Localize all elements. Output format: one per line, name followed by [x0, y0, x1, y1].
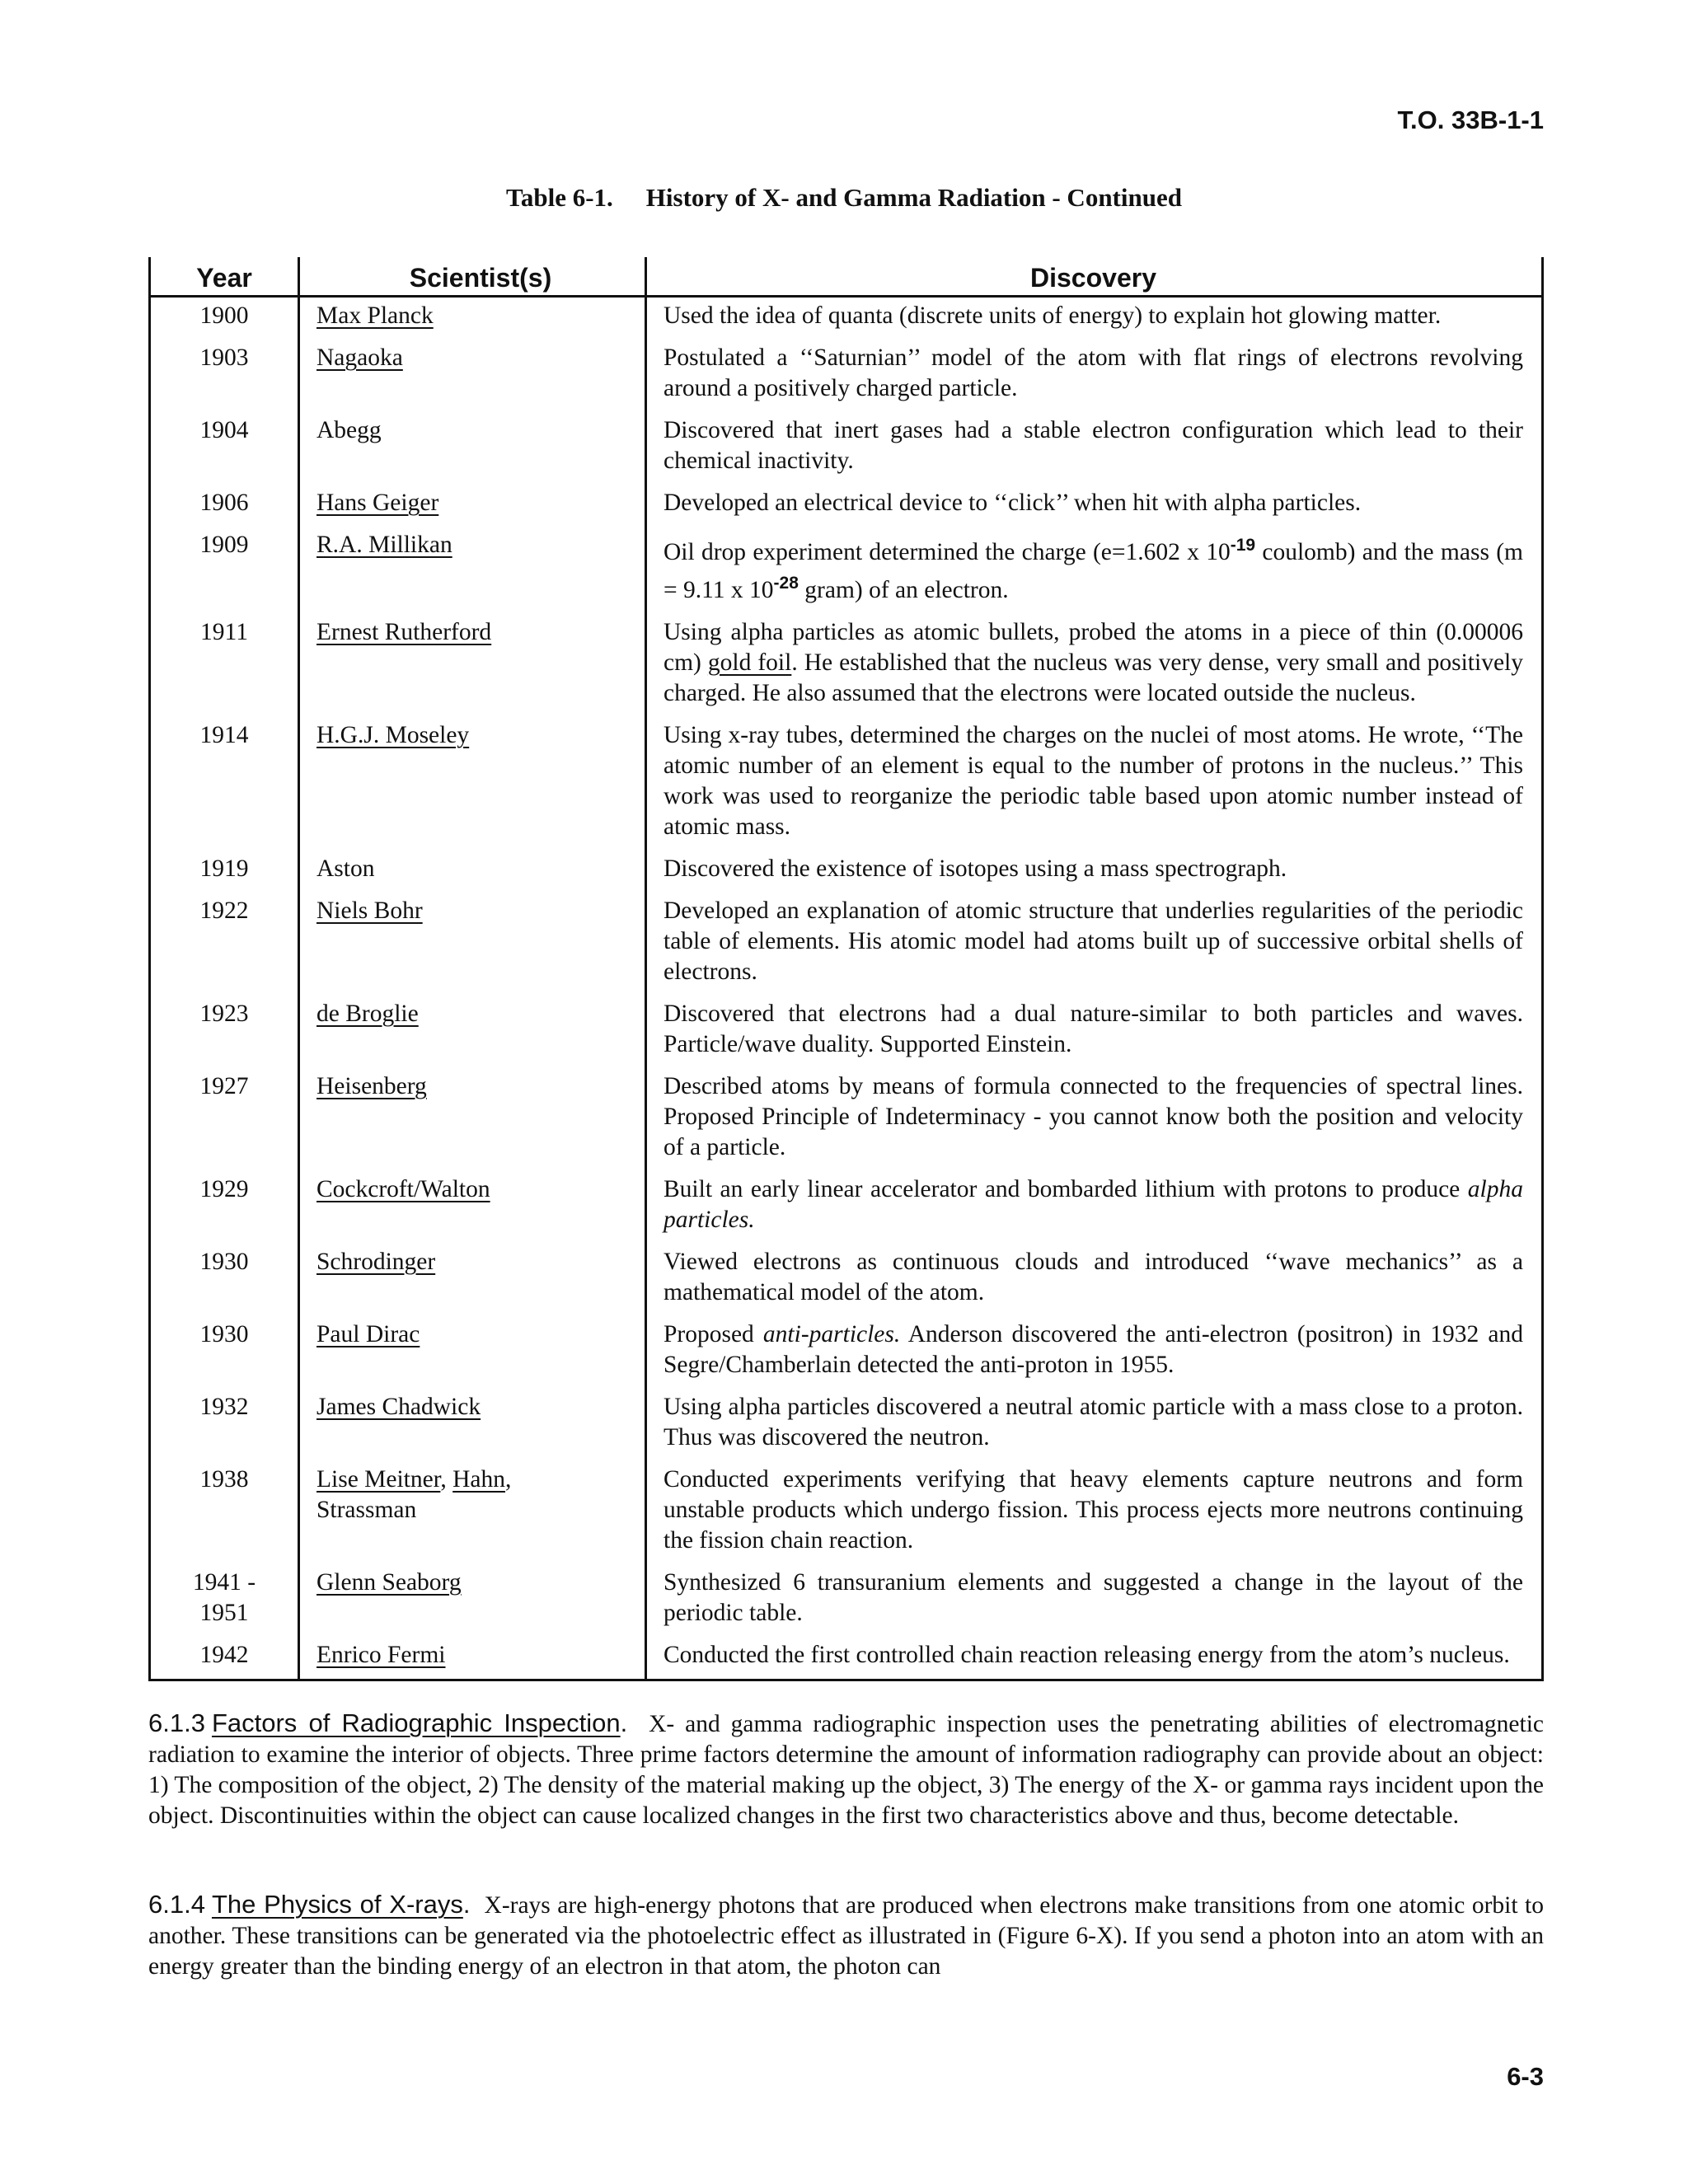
table-row [150, 717, 1543, 851]
scientist-link[interactable]: Niels Bohr [316, 897, 423, 924]
document-number: T.O. 33B-1-1 [1397, 105, 1544, 134]
table-row [150, 1068, 1543, 1171]
table-row [150, 412, 1543, 485]
discovery-cell: Developed an explanation of atomic structure that underlies regularities of the periodic table of elements. His atomic model had atoms built up of successive orbital shells of electrons. [646, 893, 1543, 996]
discovery-cell: Described atoms by means of formula connected to the frequencies of spectral lines. Proposed Principle of Indeterminacy - you cannot know both the position and velocity of a particle. [646, 1068, 1543, 1171]
separator: , [505, 1465, 512, 1493]
column-header-discovery: Discovery [646, 257, 1543, 297]
table-row [150, 527, 1543, 614]
discovery-text: Using alpha particles as atomic bullets, probed the atoms in a piece of thin (0.00006 cm) [663, 618, 1523, 676]
scientist-link[interactable]: Lise Meitner [316, 1465, 441, 1493]
scientist-link[interactable]: Cockcroft/Walton [316, 1175, 490, 1202]
year-cell: 1906 [150, 485, 299, 527]
separator: , [440, 1465, 453, 1493]
year-cell: 1930 [150, 1244, 299, 1316]
discovery-cell [646, 1316, 1543, 1389]
discovery-cell: Conducted the first controlled chain reaction releasing energy from the atom’s nucleus. [646, 1637, 1543, 1680]
exponent: -19 [1230, 536, 1256, 555]
table-row [150, 1316, 1543, 1389]
scientist-link[interactable]: Paul Dirac [316, 1320, 420, 1347]
scientist-cell [299, 1461, 646, 1564]
scientist-cell [299, 614, 646, 717]
section-heading-link[interactable]: The Physics of X-rays [211, 1890, 463, 1919]
table-row [150, 851, 1543, 893]
scientist-cell [299, 1564, 646, 1637]
discovery-text: . He established that the nucleus was very dense, very small and positively charged. He also assumed that the electrons were located outside the nucleus. [663, 649, 1523, 706]
scientist-link[interactable]: Enrico Fermi [316, 1641, 446, 1668]
scientist-link[interactable]: Max Planck [316, 302, 434, 329]
year-cell: 1914 [150, 717, 299, 851]
table-caption [0, 183, 1688, 213]
section-body: X-rays are high-energy photons that are produced when electrons make transitions from one atomic orbit to another. These transitions can be generated via the photoelectric effect as illustrated in (Figure 6-X). If you send a photon into an atom with an energy greater than the binding energy of an electron in that atom, the photon can [148, 1892, 1544, 1980]
year-cell: 1904 [150, 412, 299, 485]
discovery-cell [646, 1171, 1543, 1244]
scientist-name: Abegg [316, 417, 382, 443]
discovery-text: Oil drop experiment determined the charge (e=1.602 x 10 [663, 538, 1231, 565]
table-row [150, 614, 1543, 717]
year-cell: 1929 [150, 1171, 299, 1244]
scientist-link[interactable]: Nagaoka [316, 344, 403, 371]
year-cell: 1923 [150, 996, 299, 1068]
discovery-cell: Discovered that inert gases had a stable electron configuration which lead to their chemical inactivity. [646, 412, 1543, 485]
year-cell [150, 1564, 299, 1637]
discovery-italic-text: anti-particles. [762, 1320, 901, 1347]
scientist-name: Aston [316, 855, 375, 882]
scientist-link[interactable]: H.G.J. Moseley [316, 721, 470, 748]
scientist-link[interactable]: de Broglie [316, 1000, 419, 1027]
scientist-cell [299, 297, 646, 340]
table-row [150, 1244, 1543, 1316]
scientist-cell [299, 893, 646, 996]
discovery-cell: Postulated a ‘‘Saturnian’’ model of the atom with flat rings of electrons revolving around a positively charged particle. [646, 340, 1543, 412]
year-cell: 1930 [150, 1316, 299, 1389]
table-row [150, 485, 1543, 527]
scientist-cell [299, 412, 646, 485]
exponent: -28 [773, 573, 799, 593]
discovery-cell [646, 527, 1543, 614]
year-cell: 1903 [150, 340, 299, 412]
table-row [150, 297, 1543, 340]
heading-period: . [620, 1708, 628, 1737]
scientist-cell [299, 851, 646, 893]
discovery-cell: Viewed electrons as continuous clouds and introduced ‘‘wave mechanics’’ as a mathematical model of the atom. [646, 1244, 1543, 1316]
discovery-cell: Discovered that electrons had a dual nature-similar to both particles and waves. Particle/wave duality. Supported Einstein. [646, 996, 1543, 1068]
table-row [150, 1389, 1543, 1461]
scientist-cell [299, 527, 646, 614]
year-cell: 1909 [150, 527, 299, 614]
year-cell: 1932 [150, 1389, 299, 1461]
table-row [150, 1564, 1543, 1637]
section-number: 6.1.3 [148, 1708, 205, 1737]
year-cell: 1927 [150, 1068, 299, 1171]
column-header-scientist: Scientist(s) [299, 257, 646, 297]
table-caption-title: History of X- and Gamma Radiation - Continued [645, 183, 1182, 212]
section-heading-link[interactable]: Factors of Radiographic Inspection [211, 1708, 621, 1737]
scientist-link[interactable]: Ernest Rutherford [316, 618, 492, 645]
scientist-cell [299, 996, 646, 1068]
scientist-link[interactable]: Glenn Seaborg [316, 1568, 462, 1596]
scientist-link[interactable]: R.A. Millikan [316, 532, 452, 558]
section-6-1-3 [148, 1708, 1544, 1831]
table-header-row [150, 257, 1543, 297]
year-cell: 1900 [150, 297, 299, 340]
year-start: 1941 - [192, 1568, 256, 1596]
year-cell: 1922 [150, 893, 299, 996]
scientist-cell [299, 1316, 646, 1389]
scientist-cell [299, 1389, 646, 1461]
heading-period: . [462, 1890, 471, 1919]
scientist-link[interactable]: Heisenberg [316, 1072, 427, 1099]
scientist-name: Strassman [316, 1496, 417, 1523]
year-cell: 1938 [150, 1461, 299, 1564]
discovery-text: gram) of an electron. [798, 576, 1009, 603]
section-number: 6.1.4 [148, 1890, 205, 1919]
discovery-text: Proposed [663, 1320, 763, 1347]
scientist-link[interactable]: James Chadwick [316, 1393, 481, 1420]
table-row [150, 893, 1543, 996]
year-cell: 1942 [150, 1637, 299, 1680]
discovery-cell: Discovered the existence of isotopes using a mass spectrograph. [646, 851, 1543, 893]
discovery-cell: Used the idea of quanta (discrete units of energy) to explain hot glowing matter. [646, 297, 1543, 340]
page-number: 6-3 [1507, 2062, 1544, 2091]
scientist-cell [299, 1171, 646, 1244]
discovery-cell: Using alpha particles discovered a neutral atomic particle with a mass close to a proton. Thus was discovered the neutron. [646, 1389, 1543, 1461]
table-row [150, 1461, 1543, 1564]
scientist-cell [299, 717, 646, 851]
gold-foil-link[interactable]: gold foil [707, 649, 792, 676]
scientist-cell [299, 1244, 646, 1316]
scientist-link[interactable]: Hans Geiger [316, 490, 439, 516]
discovery-text: Anderson discovered the anti-electron (positron) in 1932 and Segre/Chamberlain detected the anti-proton in 1955. [663, 1320, 1523, 1378]
discovery-cell [646, 614, 1543, 717]
column-header-year: Year [150, 257, 299, 297]
table-row [150, 1637, 1543, 1680]
discovery-italic-text: alpha particles. [663, 1175, 1523, 1233]
scientist-cell [299, 340, 646, 412]
section-6-1-4 [148, 1889, 1544, 1982]
table-row [150, 996, 1543, 1068]
section-body: X- and gamma radiographic inspection uses the penetrating abilities of electromagnetic radiation to examine the interior of objects. Three prime factors determine the amount of information radiography can provide about an object: 1) The composition of the object, 2) The density of the material making up the object, 3) The energy of the X- or gamma rays incident upon the object. Discontinuities within the object can cause localized changes in the first two characteristics above and thus, become detectable. [148, 1711, 1545, 1829]
table-caption-number: Table 6-1. [506, 183, 613, 212]
table-row [150, 1171, 1543, 1244]
discovery-cell: Using x-ray tubes, determined the charges on the nuclei of most atoms. He wrote, ‘‘The atomic number of an element is equal to the number of protons in the nucleus.’’ This work was used to reorganize the periodic table based upon atomic number instead of atomic mass. [646, 717, 1543, 851]
scientist-cell [299, 485, 646, 527]
discovery-text: Built an early linear accelerator and bombarded lithium with protons to produce [663, 1175, 1468, 1202]
year-end: 1951 [199, 1599, 249, 1626]
discovery-cell: Synthesized 6 transuranium elements and suggested a change in the layout of the periodic table. [646, 1564, 1543, 1637]
scientist-cell [299, 1068, 646, 1171]
scientist-link[interactable]: Schrodinger [316, 1248, 436, 1275]
table-row [150, 340, 1543, 412]
scientist-link[interactable]: Hahn [452, 1465, 506, 1493]
discovery-text: coulomb) and the mass (m = 9.11 x 10 [663, 538, 1523, 603]
discovery-cell: Developed an electrical device to ‘‘click’’ when hit with alpha particles. [646, 485, 1543, 527]
discovery-cell: Conducted experiments verifying that heavy elements capture neutrons and form unstable products which undergo fission. This process ejects more neutrons continuing the fission chain reaction. [646, 1461, 1543, 1564]
history-table [148, 257, 1544, 1681]
year-cell: 1911 [150, 614, 299, 717]
scientist-cell [299, 1637, 646, 1680]
year-cell: 1919 [150, 851, 299, 893]
